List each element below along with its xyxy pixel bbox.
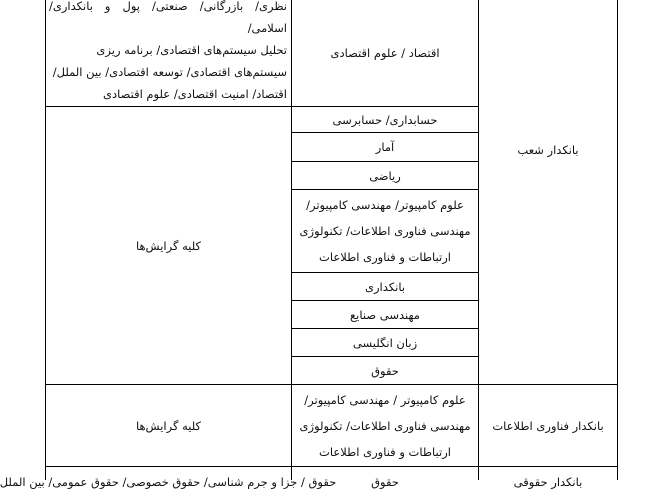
it-banker-trends-cell (46, 385, 291, 466)
it-banker-trends-text: کلیه گرایش‌ها (135, 418, 202, 433)
field-english-cell (292, 329, 478, 356)
cut-row-job-cell (479, 467, 617, 497)
cut-row-trends-text: حقوق / جزا و جرم شناسی/ حقوق خصوصی/ حقوق عمومی/ بین الملل (0, 475, 337, 489)
cut-row-field-text: حقوق (371, 475, 399, 489)
it-banker-field-cell (292, 385, 478, 466)
economics-field-cell (292, 0, 478, 106)
branch-banker-trends-text: کلیه گرایش‌ها (135, 238, 202, 253)
economics-trends-text: نظری/ بازرگانی/ صنعتی/ پول و بانکداری/ اسلامی/ تحلیل سیستم‌های اقتصادی/ برنامه ریزی سیستم‌های اقتصادی/ توسعه اقتصادی/ بین الملل/ اقتصاد/ امنیت اقتصادی/ علوم اقتصادی (49, 0, 287, 101)
branch-banker-job-text: بانکدار شعب (517, 143, 579, 157)
field-industrial-eng-text: مهندسی صنایع (350, 307, 420, 322)
field-computer-text: علوم کامپیوتر/ مهندسی کامپیوتر/ مهندسی فناوری اطلاعات/ تکنولوژی ارتباطات و فناوری اطلاعات (299, 198, 471, 264)
branch-banker-job-cell (479, 0, 617, 300)
field-math-text: ریاضی (369, 168, 401, 183)
it-banker-field-text: علوم کامپیوتر / مهندسی کامپیوتر/ مهندسی فناوری اطلاعات/ تکنولوژی ارتباطات و فناوری اطلاعات (299, 392, 471, 459)
field-banking-cell (292, 273, 478, 300)
field-statistics-text: آمار (375, 140, 395, 154)
branch-banker-trends-cell (46, 107, 291, 384)
cut-row-job-text: بانکدار حقوقی (513, 475, 583, 489)
table-border-right (617, 0, 618, 480)
field-math-cell (292, 162, 478, 189)
field-accounting-text: حسابداری/ حسابرسی (332, 112, 438, 127)
field-law-cell (292, 357, 478, 384)
field-industrial-eng-cell (292, 301, 478, 328)
field-accounting-cell (292, 107, 478, 132)
it-banker-job-cell (479, 385, 617, 466)
field-computer-cell (292, 190, 478, 272)
field-statistics-cell (292, 133, 478, 161)
field-banking-text: بانکداری (364, 279, 406, 294)
cut-row-trends-cell (0, 467, 337, 489)
economics-field-text: اقتصاد / علوم اقتصادی (330, 46, 440, 60)
economics-trends-cell (49, 0, 287, 106)
field-law-text: حقوق (371, 363, 399, 378)
field-english-text: زبان انگلیسی (352, 335, 418, 350)
it-banker-job-text: بانکدار فناوری اطلاعات (492, 418, 604, 433)
